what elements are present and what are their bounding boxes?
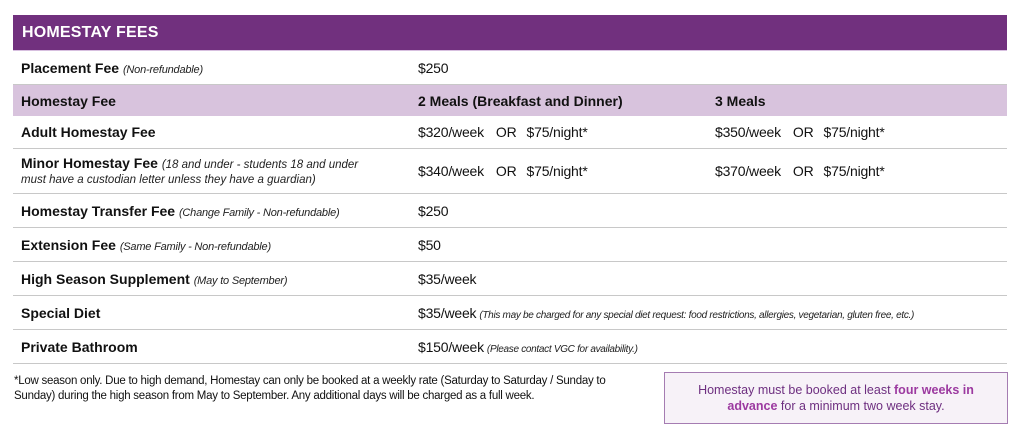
nightly-price: $75/night* <box>526 163 588 179</box>
row-label-cell <box>21 203 339 219</box>
three-meals-price <box>715 124 885 140</box>
transfer-fee-row <box>13 194 1007 228</box>
adult-homestay-row <box>13 116 1007 149</box>
subheader-row <box>13 85 1007 116</box>
row-note: (18 and under - students 18 and under <box>161 159 359 171</box>
or-separator: OR <box>792 124 814 140</box>
footnote: *Low season only. Due to high demand, Homestay can only be booked at a weekly rate (Saturday to Saturday / Sunday to Sunday) during the high season from May to September. Any additional days will be charged as a full week. <box>14 375 606 402</box>
row-note: (May to September) <box>193 274 288 287</box>
value-note: (Please contact VGC for availability.) <box>486 343 638 355</box>
row-label-cell <box>21 271 287 287</box>
row-label-cell <box>21 156 358 186</box>
nightly-price: $75/night* <box>823 163 885 179</box>
row-label: Private Bathroom <box>21 338 138 355</box>
nightly-price: $75/night* <box>526 124 588 140</box>
or-separator: OR <box>792 163 814 179</box>
row-label: Placement Fee <box>21 59 120 76</box>
notice-text-after: for a minimum two week stay. <box>777 399 945 413</box>
row-note: (Same Family - Non-refundable) <box>119 240 271 253</box>
two-meals-price <box>418 163 588 179</box>
placement-fee-row <box>13 51 1007 85</box>
row-label: Adult Homestay Fee <box>21 124 156 140</box>
row-value: $50 <box>418 236 441 253</box>
minor-homestay-row <box>13 149 1007 194</box>
row-value-cell <box>418 305 914 321</box>
high-season-row <box>13 262 1007 296</box>
value-note: (This may be charged for any special diet request: food restrictions, allergies, vegetarian, gluten free, etc.) <box>479 309 915 321</box>
row-value: $250 <box>418 202 449 219</box>
booking-notice-box <box>664 372 1008 424</box>
row-value: $250 <box>418 59 449 76</box>
column-header-three-meals: 3 Meals <box>715 92 766 109</box>
row-label: Special Diet <box>21 304 101 321</box>
row-note: (Non-refundable) <box>122 63 203 76</box>
row-label: Homestay Transfer Fee <box>21 202 176 219</box>
fees-table <box>13 15 1007 364</box>
extension-fee-row <box>13 228 1007 262</box>
booking-notice-text <box>677 382 995 414</box>
row-label-cell <box>21 60 203 76</box>
weekly-price: $370/week <box>715 163 781 179</box>
row-label: Minor Homestay Fee <box>21 155 158 171</box>
or-separator: OR <box>495 124 517 140</box>
three-meals-price <box>715 163 885 179</box>
row-value: $35/week <box>418 270 477 287</box>
row-value: $150/week <box>418 338 484 355</box>
row-label-cell <box>21 237 271 253</box>
row-value-cell <box>418 339 638 355</box>
special-diet-row <box>13 296 1007 330</box>
table-title: HOMESTAY FEES <box>13 15 1007 51</box>
column-header-fee: Homestay Fee <box>21 92 116 109</box>
weekly-price: $320/week <box>418 124 484 140</box>
two-meals-price <box>418 124 588 140</box>
nightly-price: $75/night* <box>823 124 885 140</box>
weekly-price: $350/week <box>715 124 781 140</box>
row-label: High Season Supplement <box>21 270 190 287</box>
or-separator: OR <box>495 163 517 179</box>
row-note-continued: must have a custodian letter unless they have a guardian) <box>21 174 316 186</box>
row-value: $35/week <box>418 304 477 321</box>
notice-emphasis: four weeks in advance <box>727 383 974 413</box>
private-bathroom-row <box>13 330 1007 364</box>
row-label: Extension Fee <box>21 236 116 253</box>
row-note: (Change Family - Non-refundable) <box>178 206 340 219</box>
notice-text-before: Homestay must be booked at least <box>698 383 895 397</box>
column-header-two-meals: 2 Meals (Breakfast and Dinner) <box>418 92 623 109</box>
weekly-price: $340/week <box>418 163 484 179</box>
